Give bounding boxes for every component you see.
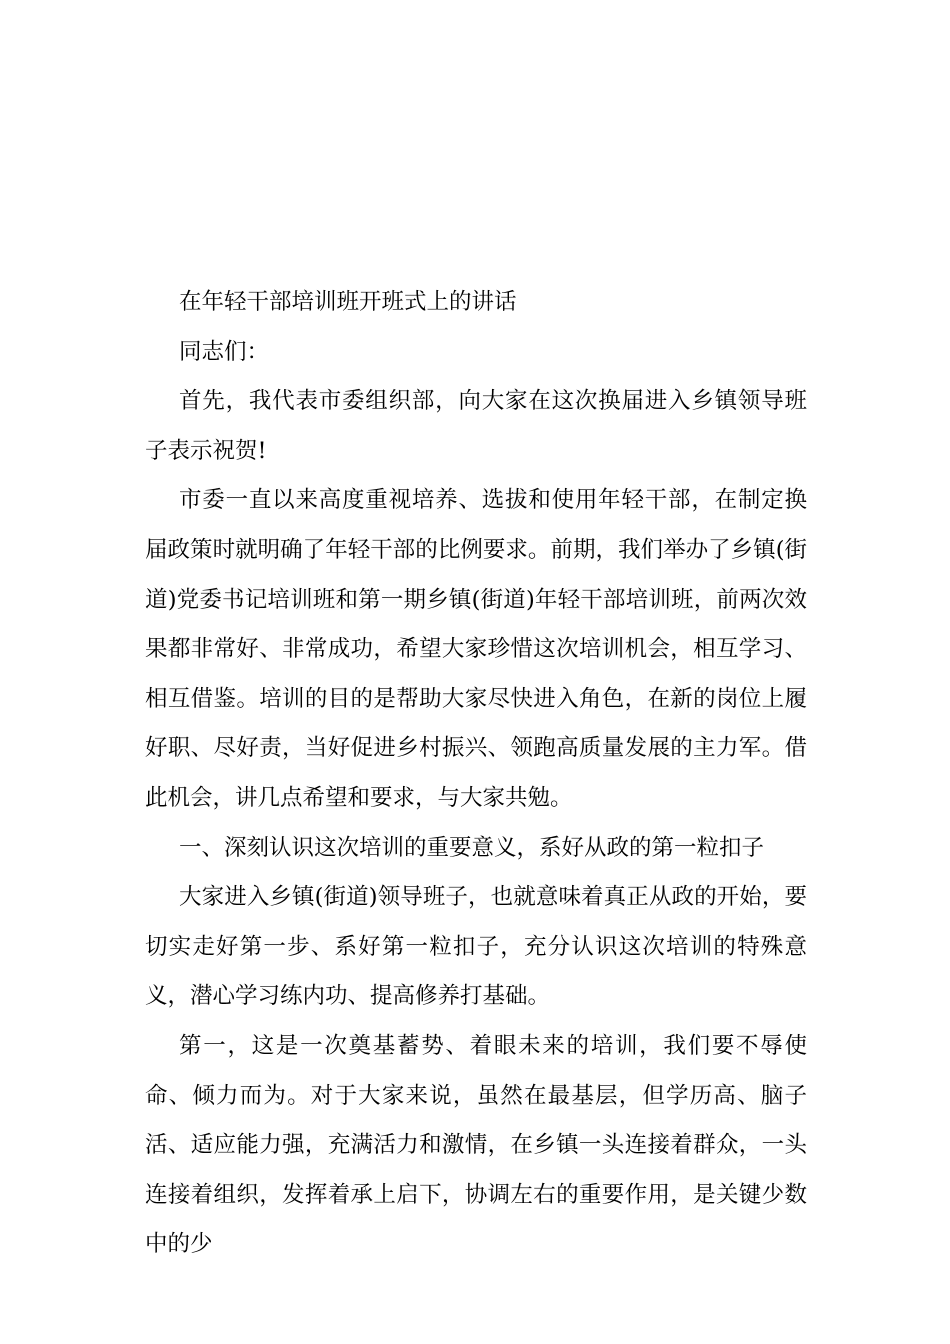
- section-heading-1: 一、深刻认识这次培训的重要意义，系好从政的第一粒扣子: [179, 834, 765, 861]
- paragraph-background: 市委一直以来高度重视培养、选拔和使用年轻干部，在制定换届政策时就明确了年轻干部的比例要求。前期，我们举办了乡镇(街道)党委书记培训班和第一期乡镇(街道)年轻干部培训班，前两次效果都非常好、非常成功，希望大家珍惜这次培训机会，相互学习、相互借鉴。培训的目的是帮助大家尽快进入角色，在新的岗位上履好职、尽好责，当好促进乡村振兴、领跑高质量发展的主力军。借此机会，讲几点希望和要求，与大家共勉。: [145, 487, 807, 811]
- salutation: 同志们：: [179, 338, 270, 365]
- document-body: [145, 278, 807, 1270]
- paragraph-section-1-intro: 大家进入乡镇(街道)领导班子，也就意味着真正从政的开始，要切实走好第一步、系好第一粒扣子，充分认识这次培训的特殊意义，潜心学习练内功、提高修养打基础。: [145, 884, 807, 1010]
- paragraph-congratulations: 首先，我代表市委组织部，向大家在这次换届进入乡镇领导班子表示祝贺!: [145, 388, 807, 464]
- paragraph-point-1: 第一，这是一次奠基蓄势、着眼未来的培训，我们要不辱使命、倾力而为。对于大家来说，虽然在最基层，但学历高、脑子活、适应能力强，充满活力和激情，在乡镇一头连接着群众，一头连接着组织，发挥着承上启下，协调左右的重要作用，是关键少数中的少: [145, 1032, 807, 1258]
- document-title: 在年轻干部培训班开班式上的讲话: [179, 289, 517, 315]
